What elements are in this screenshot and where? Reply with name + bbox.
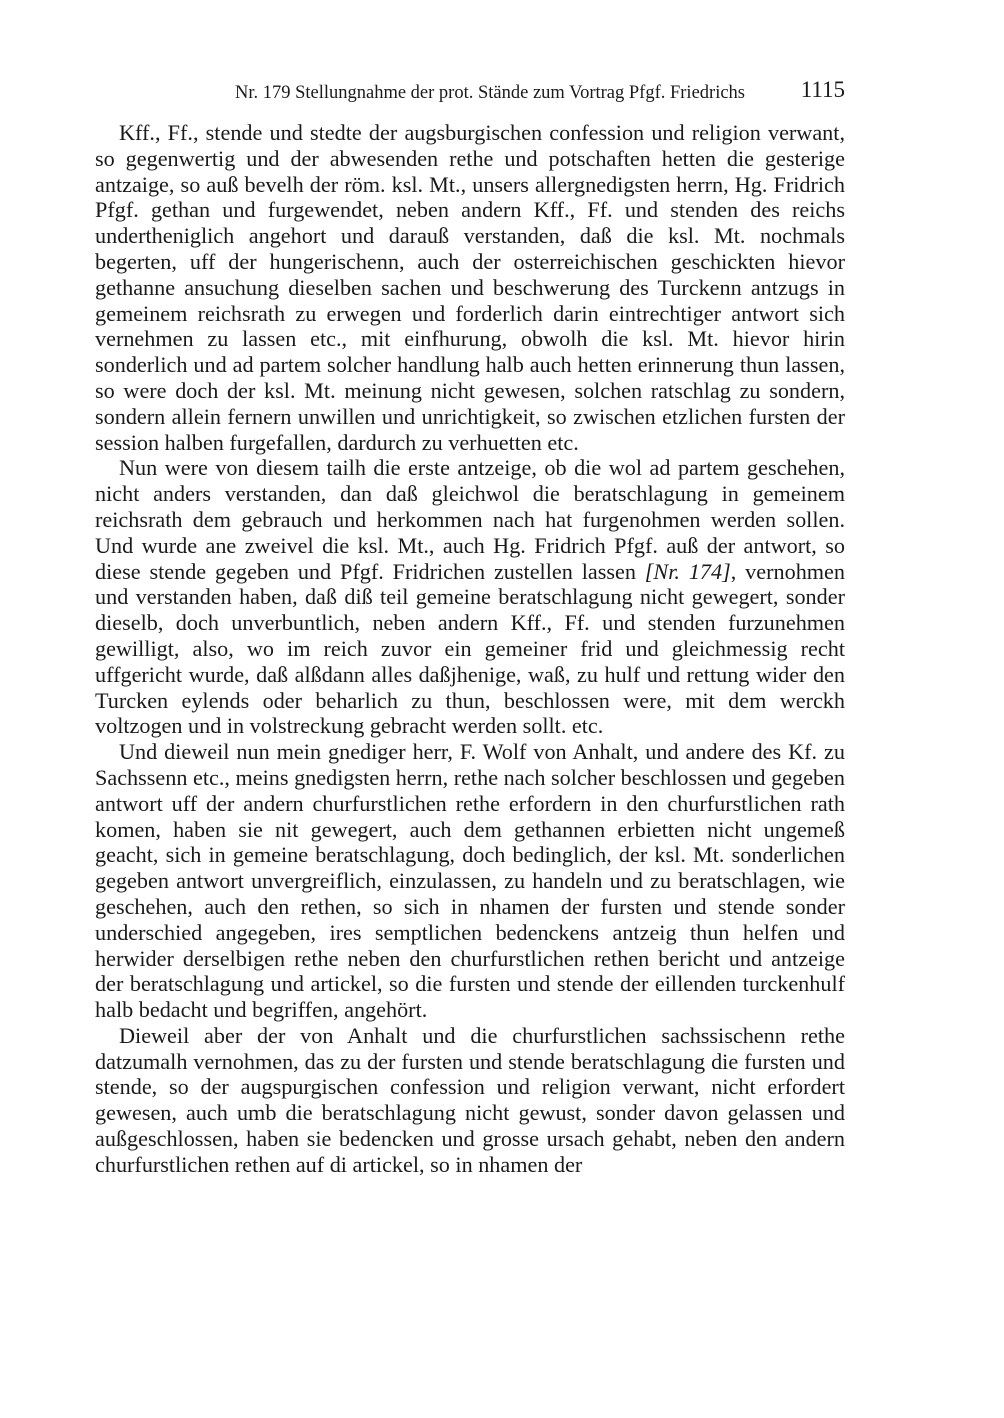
paragraph-2-text-a: Nun were von diesem tailh die erste antzeige, ob die wol ad partem geschehen, nicht anders verstanden, dan daß gleichwol die beratschlagung in gemeinem reichsrath dem gebrauch und herkommen nach hat furgenohmen werden sollen. Und wurde ane zweivel die ksl. Mt., auch Hg. Fridrich Pfgf. auß der antwort, so diese stende gegeben und Pfgf. Fridrichen zustellen lassen [95, 455, 845, 584]
paragraph-3: Und dieweil nun mein gnediger herr, F. Wolf von Anhalt, und andere des Kf. zu Sachssenn etc., meins gnedigsten herrn, rethe nach solcher beschlossen und gegeben antwort uff der andern churfurstlichen rethe erfordern in den churfurstlichen rath komen, haben sie nit gewegert, auch dem gethannen erbietten nicht ungemeß geacht, sich in gemeine beratschlagung, doch bedinglich, der ksl. Mt. sonderlichen gegeben antwort unvergreiflich, einzulassen, zu handeln und zu beratschlagen, wie geschehen, auch den rethen, so sich in nhamen der fursten und stende sonder underschied angegeben, ires semptlichen bedenckens antzeig thun helfen und herwider derselbigen rethe neben den churfurstlichen rethen bericht und antzeige der beratschlagung und artickel, so die fursten und stende der eillenden turckenhulf halb bedacht und begriffen, angehört. [95, 739, 845, 1023]
paragraph-1: Kff., Ff., stende und stedte der augsburgischen confession und religion verwant, so gegenwertig und der abwesenden rethe und potschaften hetten die gesterige antzaige, so auß bevelh der röm. ksl. Mt., unsers allergnedigsten herrn, Hg. Fridrich Pfgf. gethan und furgewendet, neben andern Kff., Ff. und stenden des reichs undertheniglich angehort und darauß verstanden, daß die ksl. Mt. nochmals begerten, uff der hungerischenn, auch der osterreichischen geschickten hievor gethanne ansuchung dieselben sachen und beschwerung des Turckenn antzugs in gemeinem reichsrath zu erwegen und forderlich darin eintrechtiger antwort sich vernehmen zu lassen etc., mit einfhurung, obwolh die ksl. Mt. hievor hirin sonderlich und ad partem solcher handlung halb auch hetten erinnerung thun lassen, so were doch der ksl. Mt. meinung nicht gewesen, solchen ratschlag zu sondern, sondern allein fernern unwillen und unrichtigkeit, so zwischen etzlichen fursten der session halben furgefallen, dardurch zu verhuetten etc. [95, 120, 845, 455]
body-text [95, 120, 845, 1178]
paragraph-2-text-b: , vernohmen und verstanden haben, daß diß teil gemeine beratschlagung nicht gewegert, sonder dieselb, doch unverbuntlich, neben andern Kff., Ff. und stenden furzunehmen gewilligt, also, wo im reich zuvor ein gemeiner frid und gleichmessig recht uffgericht wurde, daß alßdann alles daßjhenige, waß, zu hulf und rettung wider den Turcken eylends oder beharlich zu thun, beschlossen were, mit dem werckh voltzogen und in volstreckung gebracht werden sollt. etc. [95, 558, 845, 739]
paragraph-4: Dieweil aber der von Anhalt und die churfurstlichen sachssischenn rethe datzumalh vernohmen, das zu der fursten und stende beratschlagung die fursten und stende, so der augspurgischen confession und religion verwant, nicht erfordert gewesen, auch umb die beratschlagung nicht gewust, sonder davon gelassen und außgeschlossen, haben sie bedencken und grosse ursach gehabt, neben den andern churfurstlichen rethen auf di artickel, so in nhamen der [95, 1022, 845, 1177]
document-page [95, 78, 845, 1178]
paragraph-2 [95, 455, 845, 739]
document-reference: [Nr. 174] [644, 558, 731, 584]
running-head [95, 78, 845, 108]
running-title: Nr. 179 Stellungnahme der prot. Stände zum Vortrag Pfgf. Friedrichs [234, 83, 745, 103]
page-number: 1115 [800, 77, 845, 102]
